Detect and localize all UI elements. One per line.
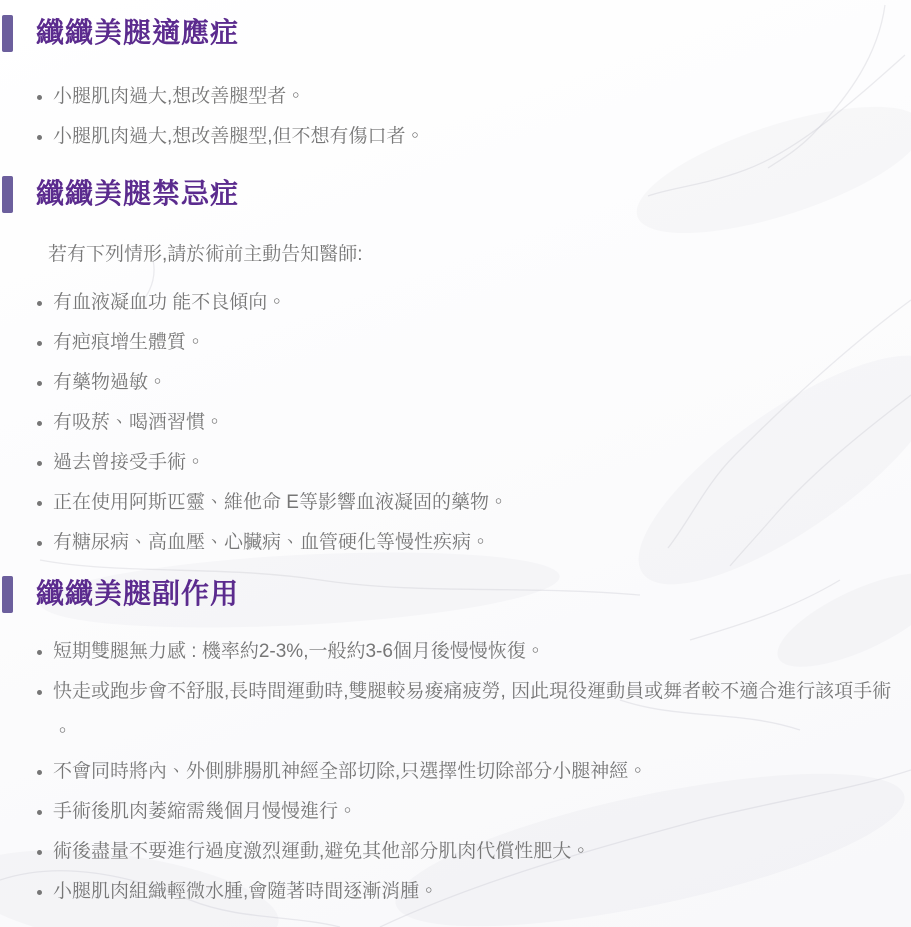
section-heading-text: 纖纖美腿副作用 (36, 578, 240, 609)
heading-accent-bar-icon (2, 576, 13, 613)
list-item-text: 有藥物過敏。 (53, 372, 168, 393)
list-item-text: 小腿肌肉過大,想改善腿型者。 (53, 86, 306, 107)
bullet-dot-icon (37, 135, 42, 140)
bullet-list (0, 77, 911, 157)
list-item (36, 632, 905, 672)
list-item (36, 283, 905, 323)
list-item (36, 443, 905, 483)
bullet-list (0, 283, 911, 563)
section-heading (0, 14, 911, 52)
bullet-dot-icon (37, 421, 42, 426)
bullet-list (0, 632, 911, 912)
list-item (36, 792, 905, 832)
list-item (36, 323, 905, 363)
list-item-text: 術後盡量不要進行過度激烈運動,避免其他部分肌肉代償性肥大。 (53, 841, 591, 862)
list-item (36, 483, 905, 523)
bullet-dot-icon (37, 461, 42, 466)
section-heading-text: 纖纖美腿適應症 (36, 17, 240, 48)
list-item-text: 小腿肌肉組織輕微水腫,會隨著時間逐漸消腫。 (53, 881, 439, 902)
bullet-dot-icon (37, 770, 42, 775)
section-heading-text: 纖纖美腿禁忌症 (36, 178, 240, 209)
section-contraindications (0, 175, 911, 563)
list-item-text: 短期雙腿無力感 : 機率約2-3%,一般約3-6個月後慢慢恢復。 (53, 641, 545, 662)
bullet-dot-icon (37, 95, 42, 100)
list-item (36, 752, 905, 792)
list-item (36, 363, 905, 403)
list-item (36, 77, 905, 117)
list-item-text: 小腿肌肉過大,想改善腿型,但不想有傷口者。 (53, 126, 425, 147)
list-item-text: 不會同時將內、外側腓腸肌神經全部切除,只選擇性切除部分小腿神經。 (53, 761, 648, 782)
list-item-text: 快走或跑步會不舒服,長時間運動時,雙腿較易痠痛疲勞, 因此現役運動員或舞者較不適合進行該項手術 。 (53, 681, 892, 742)
section-side-effects (0, 575, 911, 912)
section-indications (0, 14, 911, 157)
bullet-dot-icon (37, 381, 42, 386)
list-item (36, 403, 905, 443)
bullet-dot-icon (37, 501, 42, 506)
section-heading (0, 575, 911, 613)
bullet-dot-icon (37, 890, 42, 895)
list-item-text: 正在使用阿斯匹靈、維他命 E等影響血液凝固的藥物。 (53, 492, 508, 513)
list-item (36, 117, 905, 157)
heading-accent-bar-icon (2, 176, 13, 213)
list-item-text: 過去曾接受手術。 (53, 452, 206, 473)
bullet-dot-icon (37, 301, 42, 306)
bullet-dot-icon (37, 341, 42, 346)
bullet-dot-icon (37, 850, 42, 855)
bullet-dot-icon (37, 690, 42, 695)
bullet-dot-icon (37, 650, 42, 655)
heading-accent-bar-icon (2, 15, 13, 52)
list-item (36, 832, 905, 872)
list-item-text: 手術後肌肉萎縮需幾個月慢慢進行。 (53, 801, 358, 822)
list-item (36, 523, 905, 563)
list-item-text: 有糖尿病、高血壓、心臟病、血管硬化等慢性疾病。 (53, 532, 491, 553)
bullet-dot-icon (37, 810, 42, 815)
list-item (36, 672, 905, 752)
list-item-text: 有吸菸、喝酒習慣。 (53, 412, 225, 433)
list-item-text: 有血液凝血功 能不良傾向。 (53, 292, 287, 313)
list-item-text: 有疤痕增生體質。 (53, 332, 206, 353)
list-item (36, 872, 905, 912)
section-intro: 若有下列情形,請於術前主動告知醫師: (48, 244, 363, 265)
section-heading (0, 175, 911, 213)
bullet-dot-icon (37, 541, 42, 546)
